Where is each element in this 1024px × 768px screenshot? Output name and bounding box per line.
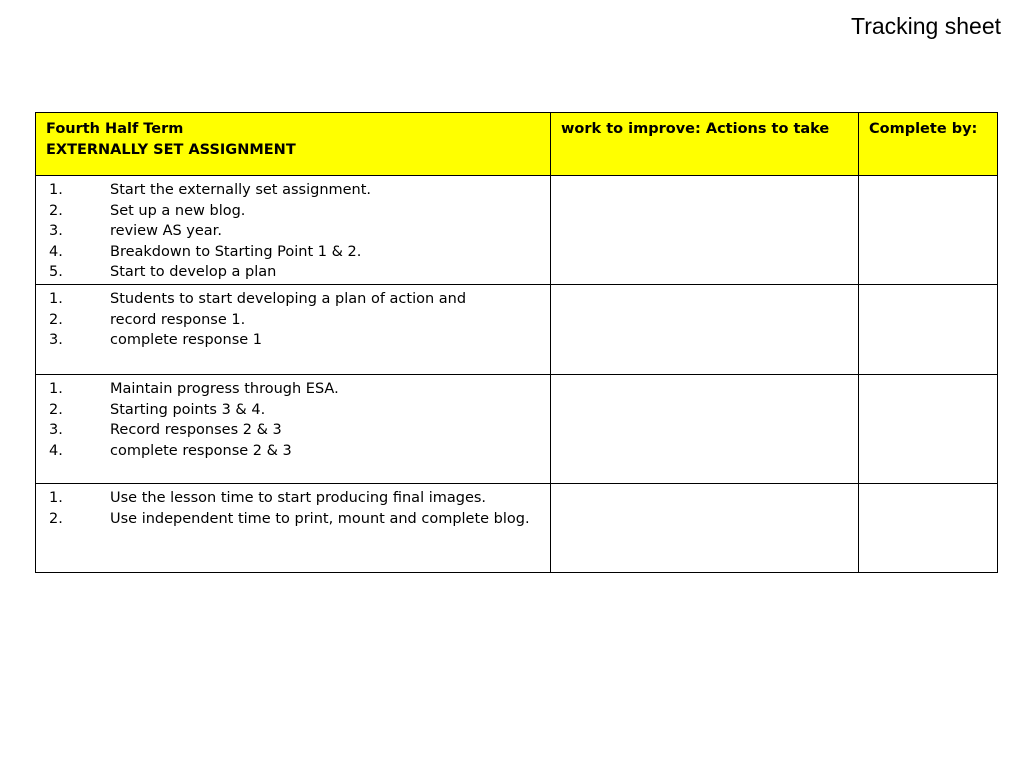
- table-row: [36, 285, 998, 375]
- list-item: [46, 420, 540, 441]
- step-number: 4.: [49, 442, 63, 459]
- steps-list: [46, 379, 540, 461]
- step-text: review AS year.: [110, 223, 222, 239]
- header-term-label: Fourth Half Term: [46, 121, 184, 137]
- header-actions-cell: work to improve: Actions to take: [551, 113, 859, 176]
- actions-cell[interactable]: [551, 484, 859, 573]
- step-number: 3.: [49, 223, 63, 239]
- step-text: Breakdown to Starting Point 1 & 2.: [110, 243, 362, 260]
- step-number: 2.: [49, 401, 63, 418]
- list-item: [46, 509, 540, 530]
- header-term-cell: [36, 113, 551, 176]
- list-item: [46, 310, 540, 331]
- actions-cell[interactable]: [551, 375, 859, 484]
- step-text: Students to start developing a plan of action and: [110, 291, 467, 307]
- complete-by-cell[interactable]: [859, 176, 998, 285]
- actions-cell[interactable]: [551, 176, 859, 285]
- list-item: [46, 262, 540, 283]
- actions-cell[interactable]: [551, 285, 859, 375]
- step-number: 2.: [49, 202, 63, 219]
- list-item: [46, 330, 540, 351]
- step-text: Record responses 2 & 3: [110, 422, 282, 438]
- list-item: [46, 379, 540, 400]
- steps-cell: [36, 375, 551, 484]
- step-number: 1.: [49, 381, 63, 397]
- table-row: [36, 176, 998, 285]
- steps-list: [46, 289, 540, 351]
- complete-by-cell[interactable]: [859, 484, 998, 573]
- steps-list: [46, 488, 540, 529]
- steps-list: [46, 180, 540, 283]
- complete-by-cell[interactable]: [859, 285, 998, 375]
- step-number: 5.: [49, 264, 63, 280]
- step-number: 1.: [49, 182, 63, 198]
- step-number: 4.: [49, 243, 63, 260]
- step-number: 1.: [49, 291, 63, 307]
- header-assignment-label: EXTERNALLY SET ASSIGNMENT: [46, 141, 296, 158]
- step-text: Start the externally set assignment.: [110, 182, 372, 198]
- step-number: 3.: [49, 422, 63, 438]
- header-row: [36, 113, 998, 176]
- list-item: [46, 289, 540, 310]
- complete-by-cell[interactable]: [859, 375, 998, 484]
- step-text: complete response 1: [110, 332, 263, 348]
- page-title: Tracking sheet: [851, 13, 1001, 39]
- table-row: [36, 484, 998, 573]
- list-item: [46, 180, 540, 201]
- step-text: Use independent time to print, mount and complete blog.: [110, 510, 530, 527]
- table-row: [36, 375, 998, 484]
- step-text: Set up a new blog.: [110, 202, 246, 219]
- step-text: record response 1.: [110, 311, 246, 328]
- step-number: 2.: [49, 510, 63, 527]
- step-text: Maintain progress through ESA.: [110, 381, 339, 397]
- step-text: Starting points 3 & 4.: [110, 401, 266, 418]
- list-item: [46, 201, 540, 222]
- step-number: 2.: [49, 311, 63, 328]
- list-item: [46, 488, 540, 509]
- header-complete-by-cell: Complete by:: [859, 113, 998, 176]
- steps-cell: [36, 176, 551, 285]
- step-text: Use the lesson time to start producing final images.: [110, 490, 487, 506]
- list-item: [46, 221, 540, 242]
- list-item: [46, 242, 540, 263]
- step-text: Start to develop a plan: [110, 264, 277, 280]
- list-item: [46, 441, 540, 462]
- list-item: [46, 400, 540, 421]
- steps-cell: [36, 484, 551, 573]
- steps-cell: [36, 285, 551, 375]
- step-number: 3.: [49, 332, 63, 348]
- step-text: complete response 2 & 3: [110, 442, 292, 459]
- tracking-table: [35, 112, 998, 573]
- step-number: 1.: [49, 490, 63, 506]
